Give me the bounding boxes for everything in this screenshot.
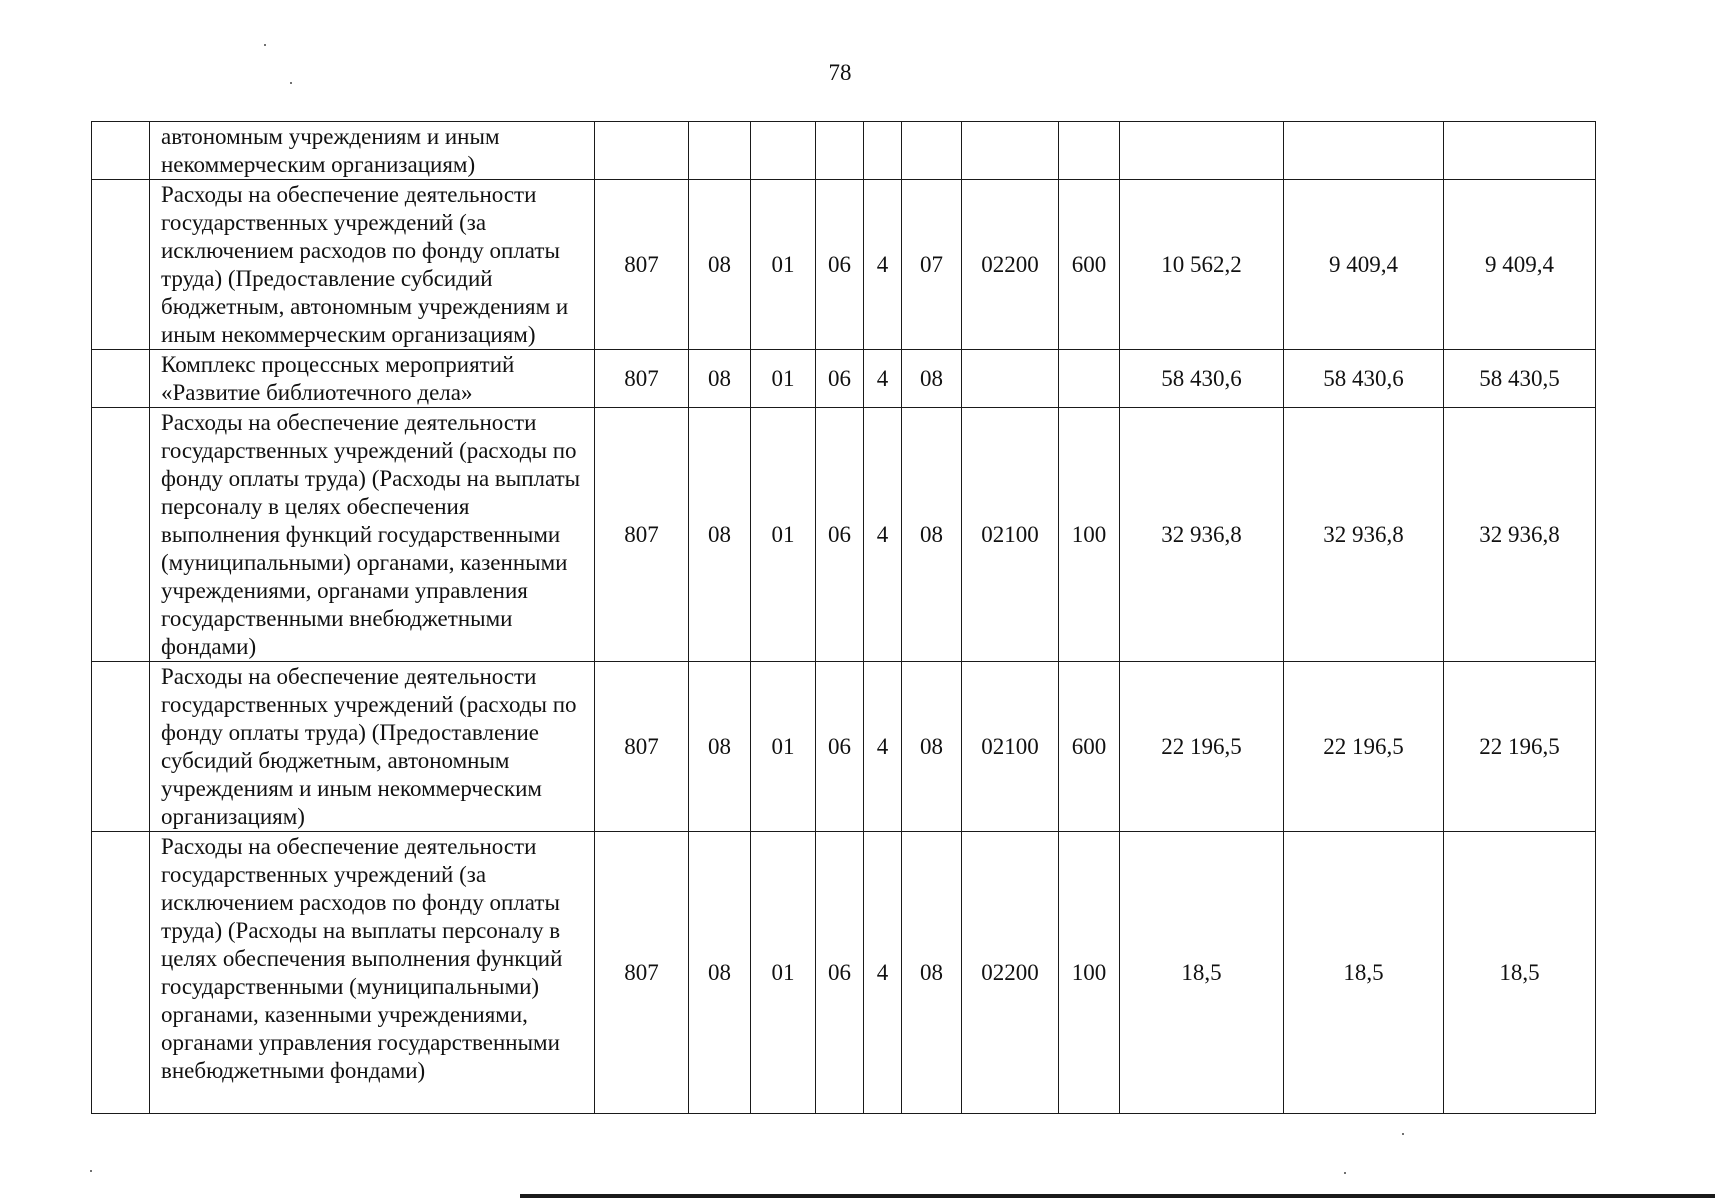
amount-year-1: 22 196,5 [1120, 662, 1284, 832]
table-row [92, 662, 1596, 832]
expense-type-code [1059, 350, 1120, 408]
scan-speck [290, 82, 292, 84]
row-description: Комплекс процессных мероприятий «Развитие библиотечного дела» [150, 350, 595, 408]
section-code [689, 122, 751, 180]
section-code: 08 [689, 832, 751, 1114]
scan-speck [264, 44, 266, 46]
ved-code: 807 [595, 408, 689, 662]
direction-code: 02200 [962, 180, 1059, 350]
program-code: 06 [816, 662, 864, 832]
direction-code [962, 350, 1059, 408]
row-description: Расходы на обеспечение деятельности государственных учреждений (расходы по фонду оплаты труда) (Расходы на выплаты персоналу в целях обеспечения выполнения функций государственными (муниципальными) органами, казенными учреждениями, органами управления государственными внебюджетными фондами) [150, 408, 595, 662]
scan-speck [90, 1170, 92, 1172]
row-number-cell [92, 122, 150, 180]
amount-year-1: 32 936,8 [1120, 408, 1284, 662]
amount-year-1 [1120, 122, 1284, 180]
amount-year-2: 32 936,8 [1284, 408, 1444, 662]
amount-year-2 [1284, 122, 1444, 180]
program-type-code: 4 [864, 832, 902, 1114]
row-description: Расходы на обеспечение деятельности государственных учреждений (за исключением расходов по фонду оплаты труда) (Предоставление субсидий бюджетным, автономным учреждениям и иным некоммерческим организациям) [150, 180, 595, 350]
expense-type-code: 100 [1059, 408, 1120, 662]
section-code: 08 [689, 662, 751, 832]
row-description: автономным учреждениям и иным некоммерческим организациям) [150, 122, 595, 180]
table-row [92, 832, 1596, 1114]
direction-code [962, 122, 1059, 180]
page-number: 78 [828, 60, 852, 85]
direction-code: 02100 [962, 662, 1059, 832]
expense-type-code: 100 [1059, 832, 1120, 1114]
row-description: Расходы на обеспечение деятельности государственных учреждений (расходы по фонду оплаты труда) (Предоставление субсидий бюджетным, автономным учреждениям и иным некоммерческим организациям) [150, 662, 595, 832]
program-element-code: 08 [902, 408, 962, 662]
amount-year-2: 58 430,6 [1284, 350, 1444, 408]
budget-table [91, 121, 1596, 1114]
subsection-code: 01 [751, 832, 816, 1114]
subsection-code: 01 [751, 662, 816, 832]
program-code: 06 [816, 408, 864, 662]
scan-edge-line [520, 1194, 1715, 1198]
program-type-code: 4 [864, 662, 902, 832]
section-code: 08 [689, 180, 751, 350]
ved-code: 807 [595, 180, 689, 350]
section-code: 08 [689, 350, 751, 408]
amount-year-3: 22 196,5 [1444, 662, 1596, 832]
program-element-code: 08 [902, 662, 962, 832]
amount-year-1: 10 562,2 [1120, 180, 1284, 350]
direction-code: 02200 [962, 832, 1059, 1114]
program-code: 06 [816, 832, 864, 1114]
amount-year-1: 18,5 [1120, 832, 1284, 1114]
program-code [816, 122, 864, 180]
program-type-code [864, 122, 902, 180]
subsection-code: 01 [751, 408, 816, 662]
program-element-code: 07 [902, 180, 962, 350]
program-element-code [902, 122, 962, 180]
amount-year-1: 58 430,6 [1120, 350, 1284, 408]
amount-year-3 [1444, 122, 1596, 180]
subsection-code: 01 [751, 350, 816, 408]
expense-type-code: 600 [1059, 180, 1120, 350]
row-number-cell [92, 662, 150, 832]
program-type-code: 4 [864, 408, 902, 662]
row-number-cell [92, 180, 150, 350]
subsection-code [751, 122, 816, 180]
ved-code [595, 122, 689, 180]
amount-year-2: 18,5 [1284, 832, 1444, 1114]
program-element-code: 08 [902, 350, 962, 408]
program-code: 06 [816, 180, 864, 350]
amount-year-3: 18,5 [1444, 832, 1596, 1114]
program-element-code: 08 [902, 832, 962, 1114]
expense-type-code: 600 [1059, 662, 1120, 832]
amount-year-3: 32 936,8 [1444, 408, 1596, 662]
subsection-code: 01 [751, 180, 816, 350]
table-row [92, 408, 1596, 662]
expense-type-code [1059, 122, 1120, 180]
row-number-cell [92, 832, 150, 1114]
row-number-cell [92, 408, 150, 662]
scan-speck [1344, 1172, 1346, 1174]
amount-year-2: 22 196,5 [1284, 662, 1444, 832]
ved-code: 807 [595, 662, 689, 832]
amount-year-3: 9 409,4 [1444, 180, 1596, 350]
amount-year-2: 9 409,4 [1284, 180, 1444, 350]
table-row [92, 122, 1596, 180]
amount-year-3: 58 430,5 [1444, 350, 1596, 408]
ved-code: 807 [595, 832, 689, 1114]
program-type-code: 4 [864, 350, 902, 408]
program-type-code: 4 [864, 180, 902, 350]
scan-speck [1402, 1133, 1404, 1135]
table-row [92, 350, 1596, 408]
row-description: Расходы на обеспечение деятельности государственных учреждений (за исключением расходов по фонду оплаты труда) (Расходы на выплаты персоналу в целях обеспечения выполнения функций государственными (муниципальными) органами, казенными учреждениями, органами управления государственными внебюджетными фондами) [150, 832, 595, 1114]
section-code: 08 [689, 408, 751, 662]
program-code: 06 [816, 350, 864, 408]
table-row [92, 180, 1596, 350]
row-number-cell [92, 350, 150, 408]
direction-code: 02100 [962, 408, 1059, 662]
ved-code: 807 [595, 350, 689, 408]
